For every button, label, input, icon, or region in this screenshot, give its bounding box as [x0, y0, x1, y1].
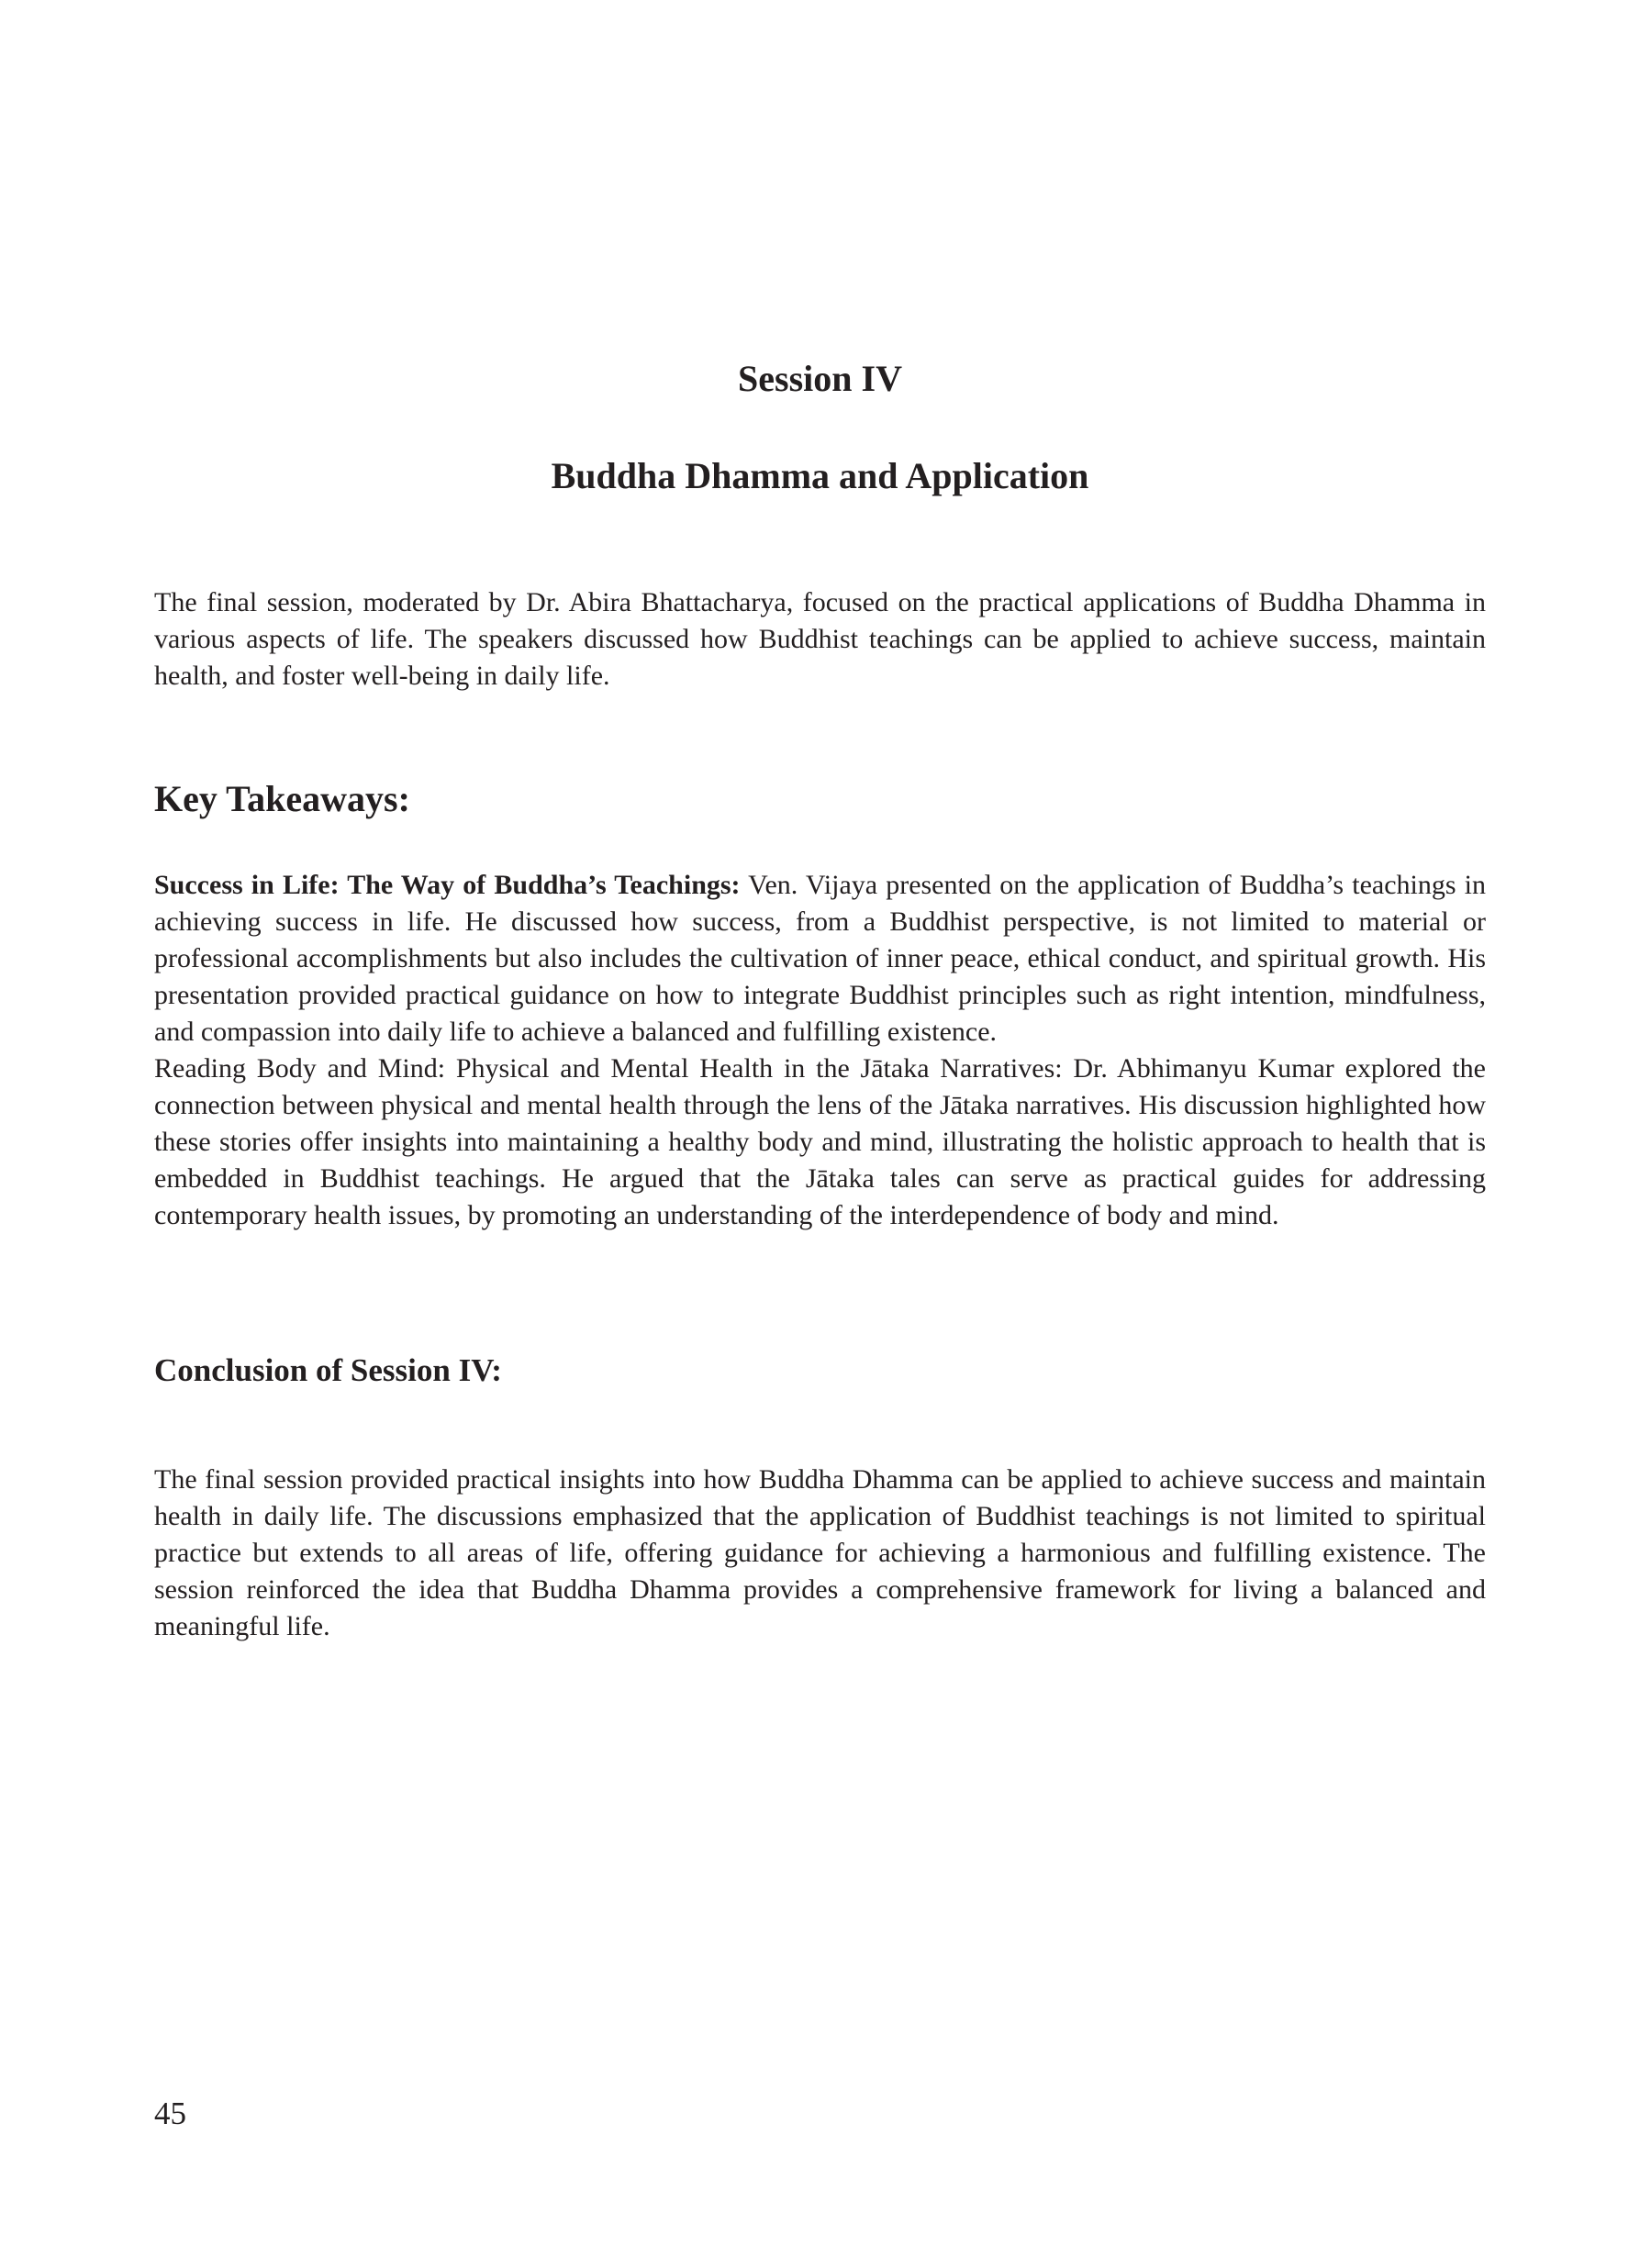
takeaway-item [154, 1051, 1486, 1234]
conclusion-heading: Conclusion of Session IV: [154, 1352, 502, 1388]
takeaway-item-text: Ven. Vijaya presented on the application of Buddha’s teachings in achieving success in life. He discussed how success, from a Buddhist perspective, is not limited to material or professional accomplishments but also includes the cultivation of inner peace, ethical conduct, and spiritual growth. His presentation provided practical guidance on how to integrate Buddhist principles such as right intention, mindfulness, and compassion into daily life to achieve a balanced and fulfilling existence. [154, 870, 1486, 1047]
takeaway-item [154, 867, 1486, 1051]
session-subtitle: Buddha Dhamma and Application [551, 455, 1089, 496]
takeaway-item-text: Reading Body and Mind: Physical and Mental Health in the Jātaka Narratives: Dr. Abhimanyu Kumar explored the connection between physical and mental health through the lens of the Jātaka narratives. His discussion highlighted how these stories offer insights into maintaining a healthy body and mind, illustrating the holistic approach to health that is embedded in Buddhist teachings. He argued that the Jātaka tales can serve as practical guides for addressing contemporary health issues, by promoting an understanding of the interdependence of body and mind. [154, 1053, 1486, 1230]
key-takeaways-list [154, 867, 1486, 1234]
conclusion-paragraph: The final session provided practical insights into how Buddha Dhamma can be applied to achieve success and maintain health in daily life. The discussions emphasized that the application of Buddhist teachings is not limited to spiritual practice but extends to all areas of life, offering guidance for achieving a harmonious and fulfilling existence. The session reinforced the idea that Buddha Dhamma provides a comprehensive framework for living a balanced and meaningful life. [154, 1464, 1486, 1641]
conclusion-section [154, 1462, 1486, 1645]
intro-section [154, 584, 1486, 695]
key-takeaways-heading: Key Takeaways: [154, 778, 410, 819]
takeaway-item-label: Success in Life: The Way of Buddha’s Teachings: [154, 870, 741, 900]
session-title: Session IV [738, 358, 902, 399]
intro-paragraph: The final session, moderated by Dr. Abira Bhattacharya, focused on the practical applications of Buddha Dhamma in various aspects of life. The speakers discussed how Buddhist teachings can be applied to achieve success, maintain health, and foster well-being in daily life. [154, 587, 1486, 691]
page-number: 45 [154, 2096, 186, 2131]
